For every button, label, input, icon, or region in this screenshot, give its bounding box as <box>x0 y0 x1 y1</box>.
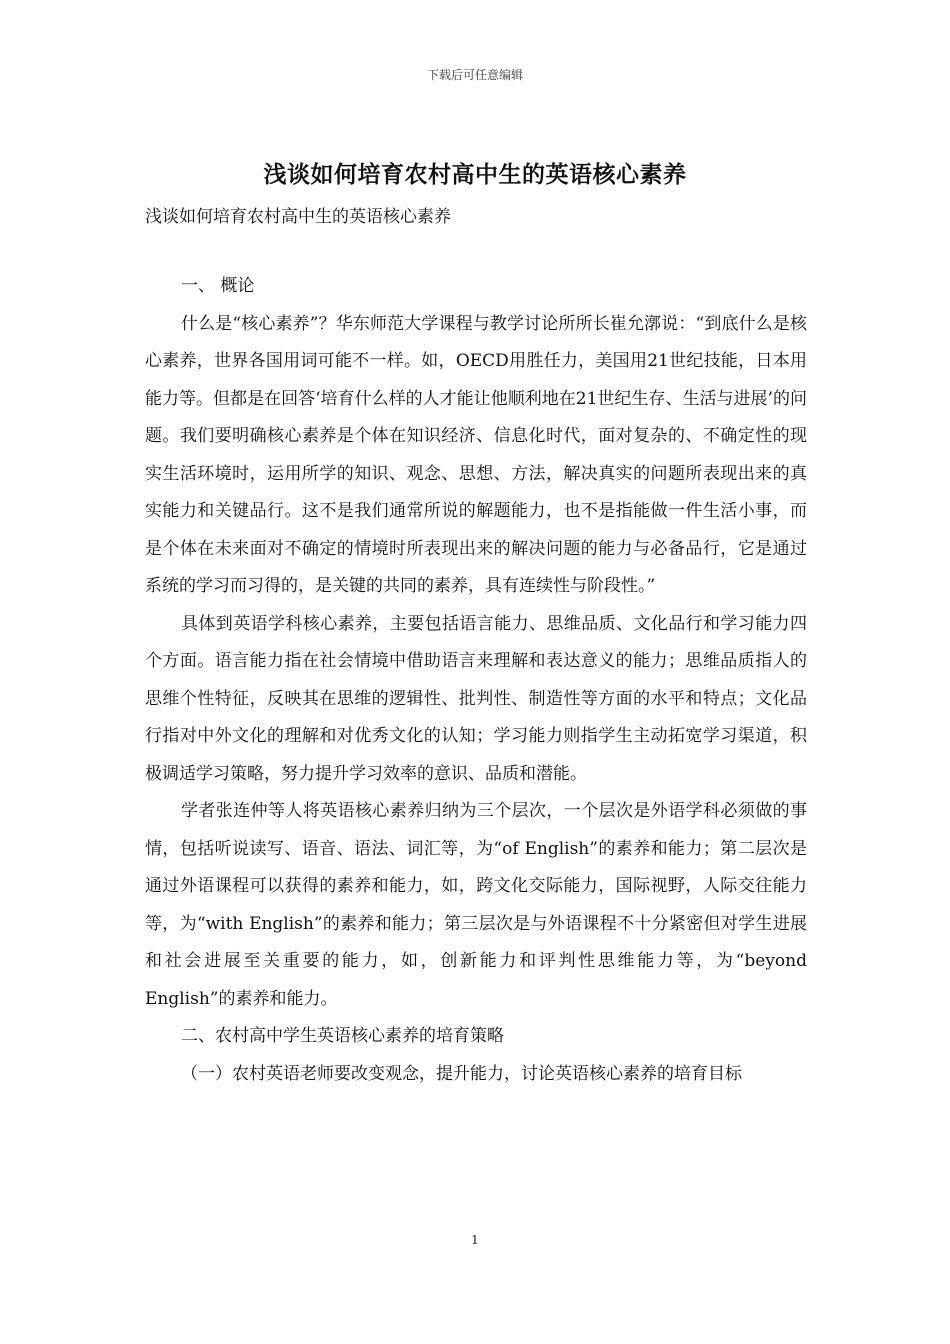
page-header-note: 下载后可任意编辑 <box>426 68 523 82</box>
subsection-heading-teachers: （一）农村英语老师要改变观念，提升能力，讨论英语核心素养的培育目标 <box>181 1063 742 1084</box>
document-subtitle: 浅谈如何培育农村高中生的英语核心素养 <box>145 207 451 227</box>
section-heading-strategies: 二、农村高中学生英语核心素养的培育策略 <box>181 1026 504 1046</box>
paragraph-three-levels: 学者张连仲等人将英语核心素养归纳为三个层次，一个层次是外语学科必须做的事情，包括听说读写、语音、语法、词汇等，为“of English”的素养和能力；第二层次是通过外语课程可以获得的素养和能力，如，跨文化交际能力，国际视野，人际交往能力等，为“with English”的素养和能力；第三层次是与外语课程不十分紧密但对学生进展和社会进展至关重要的能力，如，创新能力和评判性思维能力等，为“beyond English”的素养和能力。 <box>145 801 807 1009</box>
paragraph-core-literacy-definition: 什么是“核心素养”？华东师范大学课程与教学讨论所所长崔允漷说：“到底什么是核心素养，世界各国用词可能不一样。如，OECD用胜任力，美国用21世纪技能，日本用能力等。但都是在回答‘培育什么样的人才能让他顺利地在21世纪生存、生活与进展’的问题。我们要明确核心素养是个体在知识经济、信息化时代，面对复杂的、不确定性的现实生活环境时，运用所学的知识、观念、思想、方法，解决真实的问题所表现出来的真实能力和关键品行。这不是我们通常所说的解题能力，也不是指能做一件生活小事，而是个体在未来面对不确定的情境时所表现出来的解决问题的能力与必备品行，它是通过系统的学习而习得的，是关键的共同的素养，具有连续性与阶段性。” <box>145 313 807 596</box>
document-title: 浅谈如何培育农村高中生的英语核心素养 <box>263 161 687 188</box>
page-number: 1 <box>471 1233 479 1247</box>
paragraph-english-core-literacy: 具体到英语学科核心素养，主要包括语言能力、思维品质、文化品行和学习能力四个方面。语言能力指在社会情境中借助语言来理解和表达意义的能力；思维品质指人的思维个性特征，反映其在思维的逻辑性、批判性、制造性等方面的水平和特点；文化品行指对中外文化的理解和对优秀文化的认知；学习能力则指学生主动拓宽学习渠道，积极调适学习策略，努力提升学习效率的意识、品质和潜能。 <box>145 613 807 784</box>
section-heading-overview: 一、 概论 <box>181 276 255 296</box>
document-body <box>145 268 807 1093</box>
